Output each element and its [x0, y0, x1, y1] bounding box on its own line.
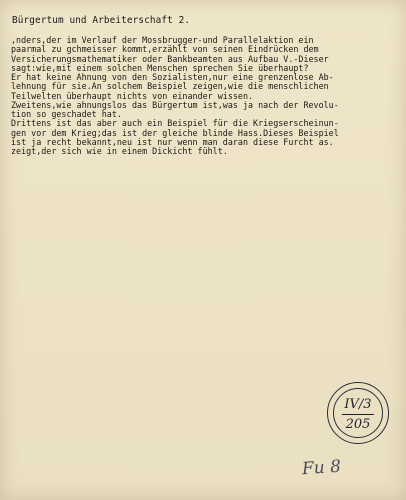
text-line: ,nders,der im Verlauf der Mossbrugger-und Parallelaktion ein [11, 35, 314, 45]
text-line: lehnung für sie.An solchem Beispiel zeigen,wie die menschlichen [11, 81, 329, 92]
text-line: Zweitens,wie ahnungslos das Bürgertum ist,was ja nach der Revolu- [11, 99, 339, 110]
text-line: sagt:wie,mit einem solchen Menschen sprechen Sie überhaupt? [11, 62, 309, 73]
text-line: Versicherungsmathematiker oder Bankbeamten aus Aufbau V.-Dieser [11, 53, 329, 64]
typed-text-block [11, 36, 403, 156]
stamp-bottom-text: 205 [345, 417, 371, 432]
text-line: Teilwelten überhaupt nichts von einander wissen. [11, 90, 254, 101]
text-line: paarmal zu gchmeisser kommt,erzählt von seinen Eindrücken dem [11, 44, 319, 55]
text-line: zeigt,der sich wie in einem Dickicht fühlt. [11, 146, 228, 156]
stamp-top-text: IV/3 [344, 397, 372, 412]
text-line: Drittens ist das aber auch ein Beispiel für die Kriegserscheinun- [11, 118, 339, 129]
text-line: Er hat keine Ahnung von den Sozialisten,nur eine grenzenlose Ab- [11, 72, 334, 82]
text-line: tion so geschadet hat. [11, 109, 122, 119]
handwritten-note: Fu 8 [301, 456, 342, 480]
text-line: ist ja recht bekannt,neu ist nur wenn man daran diese Furcht as. [11, 136, 334, 147]
archive-stamp [327, 382, 389, 444]
stamp-divider [342, 414, 374, 415]
page-title: Bürgertum und Arbeiterschaft 2. [12, 15, 191, 26]
text-line: gen vor dem Krieg;das ist der gleiche blinde Hass.Dieses Beispiel [11, 127, 339, 138]
